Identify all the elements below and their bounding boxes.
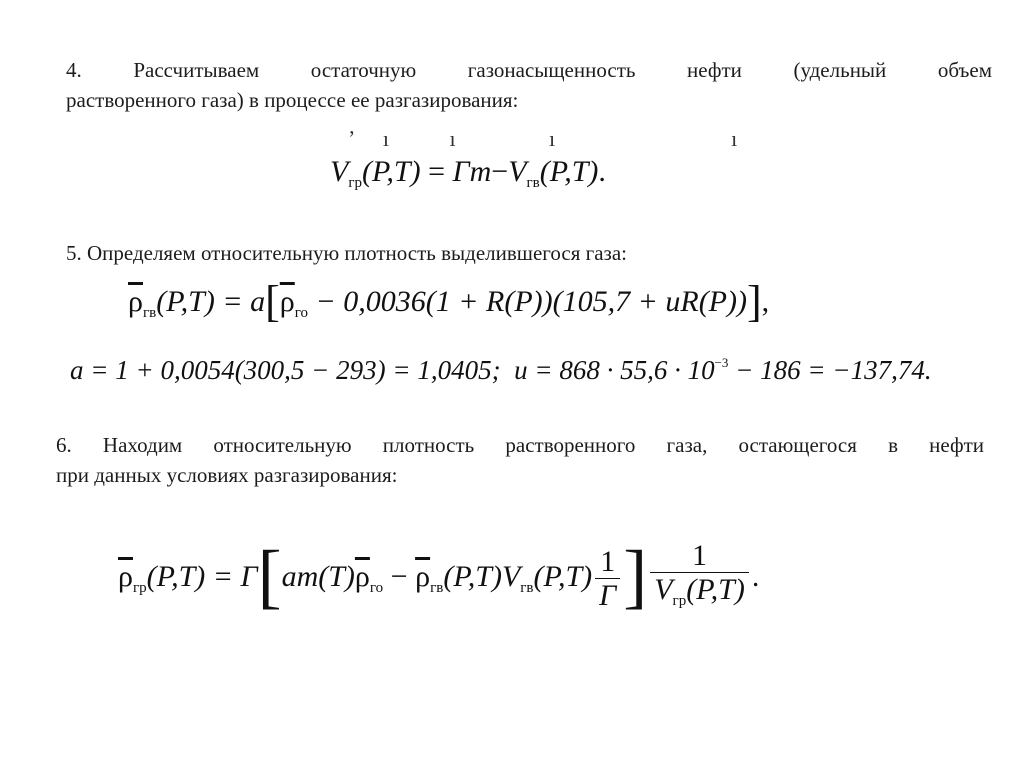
paragraph-step-5: 5. Определяем относительную плотность выделившегося газа: — [66, 241, 627, 265]
subscript: гр — [348, 175, 362, 191]
equals-sign: = — [428, 155, 446, 188]
args: (P,T) — [533, 559, 593, 593]
symbol-v: V — [330, 155, 349, 188]
formula-dissolved-gas-density — [118, 535, 760, 618]
exponent: −3 — [714, 355, 729, 370]
formula-residual-gas-saturation — [330, 155, 606, 192]
fraction-one-over-v — [650, 540, 749, 618]
symbol-v: V — [508, 155, 527, 188]
args: (P,T) — [539, 155, 599, 188]
formula-coefficients — [70, 355, 932, 386]
equals-gamma: = Г — [212, 559, 258, 593]
term: Гm — [452, 155, 492, 188]
paragraph-step-6-line-1: 6. Находим относительную плотность растворенного газа, остающегося в нефти — [56, 433, 984, 457]
symbol-rho-bar: $\overline{\rho}$ — [354, 559, 370, 593]
paragraph-step-4-line-2: растворенного газа) в процессе ее разгазирования: — [66, 88, 519, 112]
expression-body: − 0,0036(1 + R(P))(105,7 + uR(P)) — [308, 285, 747, 318]
coefficient-u-tail: − 186 = −137,74. — [728, 355, 932, 385]
symbol-rho-bar: $\overline{\rho}$ — [279, 285, 295, 318]
equals-a: = a — [222, 285, 266, 318]
subscript: гв — [430, 579, 444, 596]
subscript: го — [369, 579, 384, 596]
coefficient-u: u = 868 · 55,6 · 10 — [514, 355, 715, 385]
minus-sign: − — [383, 559, 416, 593]
denominator: Г — [595, 578, 620, 613]
numerator: 1 — [600, 544, 616, 578]
formula-released-gas-density — [128, 276, 769, 327]
scan-artifact-marks: ʼ ı ı ı ı — [348, 126, 738, 151]
open-bracket: [ — [265, 277, 280, 326]
coefficient-a: a = 1 + 0,0054(300,5 − 293) = 1,0405; — [70, 355, 501, 385]
subscript: гр — [132, 579, 147, 596]
args: (P,T) — [146, 559, 206, 593]
subscript: гв — [520, 579, 534, 596]
subscript: гв — [526, 175, 540, 191]
paragraph-step-4 — [66, 55, 992, 115]
args: (P,T) — [156, 285, 215, 318]
subscript: гр — [672, 593, 687, 609]
period: . — [751, 559, 760, 593]
subscript: го — [294, 305, 309, 321]
symbol-rho-bar: $\overline{\rho}$ — [128, 285, 143, 318]
args: (P,T) — [361, 155, 421, 188]
minus-sign: − — [491, 155, 509, 188]
open-bracket: [ — [257, 535, 282, 616]
paragraph-step-6-line-2: при данных условиях разгазирования: — [56, 463, 398, 487]
numerator: 1 — [692, 539, 708, 572]
comma: , — [761, 285, 770, 318]
symbol-v: V — [654, 573, 673, 606]
term-am: am(T) — [281, 559, 355, 593]
subscript: гв — [142, 305, 157, 321]
period: . — [598, 155, 606, 188]
symbol-v: V — [501, 559, 521, 593]
symbol-rho-bar: $\overline{\rho}$ — [118, 559, 133, 593]
paragraph-step-4-line-1: 4. Рассчитываем остаточную газонасыщенность нефти (удельный объем — [66, 58, 992, 82]
fraction-one-over-gamma — [595, 546, 620, 613]
denominator — [650, 572, 749, 618]
close-bracket: ] — [623, 535, 648, 616]
args: (P,T) — [686, 573, 745, 606]
close-bracket: ] — [747, 277, 762, 326]
paragraph-step-6 — [56, 430, 984, 490]
symbol-rho-bar: $\overline{\rho}$ — [415, 559, 431, 593]
args: (P,T) — [443, 559, 502, 593]
